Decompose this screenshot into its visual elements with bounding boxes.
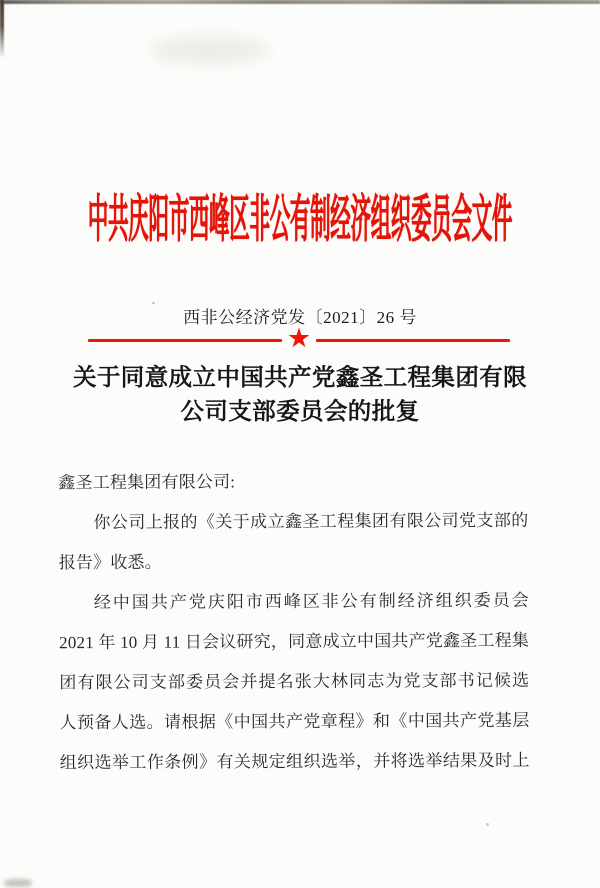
body-line: 经中国共产党庆阳市西峰区非公有制经济组织委员会: [93, 590, 529, 613]
document-title: [0, 361, 600, 429]
document-number: 西非公经济党发〔2021〕26 号: [183, 308, 417, 327]
document-title-line-2: 公司支部委员会的批复: [180, 399, 420, 425]
scan-left-edge-artifact: [0, 0, 4, 58]
scan-smudge: [150, 36, 270, 64]
body-line: 人预备人选。请根据《中国共产党章程》和《中国共产党基层: [59, 710, 530, 733]
scan-top-edge-artifact: [0, 0, 600, 4]
red-rule-right-segment: [316, 339, 510, 342]
body-line: 报告》收悉。: [58, 552, 162, 573]
body-line: 2021 年 10 月 11 日会议研究，同意成立中国共产党鑫圣工程集: [59, 630, 530, 653]
body-line: 团有限公司支部委员会并提名张大林同志为党支部书记候选: [59, 670, 530, 693]
scan-smudge: [4, 879, 32, 887]
salutation-line: 鑫圣工程集团有限公司:: [58, 472, 236, 493]
document-title-line-1: 关于同意成立中国共产党鑫圣工程集团有限: [72, 365, 528, 391]
body-line: 组织选举工作条例》有关规定组织选举，并将选举结果及时上: [59, 750, 530, 773]
document-body: [58, 461, 530, 783]
red-header-banner: [0, 185, 600, 249]
red-divider-rule: [88, 323, 510, 353]
body-line: 你公司上报的《关于成立鑫圣工程集团有限公司党支部的: [93, 510, 529, 533]
red-rule-left-segment: [88, 339, 282, 342]
scan-speck: [486, 823, 489, 826]
issuing-authority-banner-text: 中共庆阳市西峰区非公有制经济组织委员会文件: [87, 194, 513, 249]
red-star-icon: ★: [286, 323, 312, 353]
